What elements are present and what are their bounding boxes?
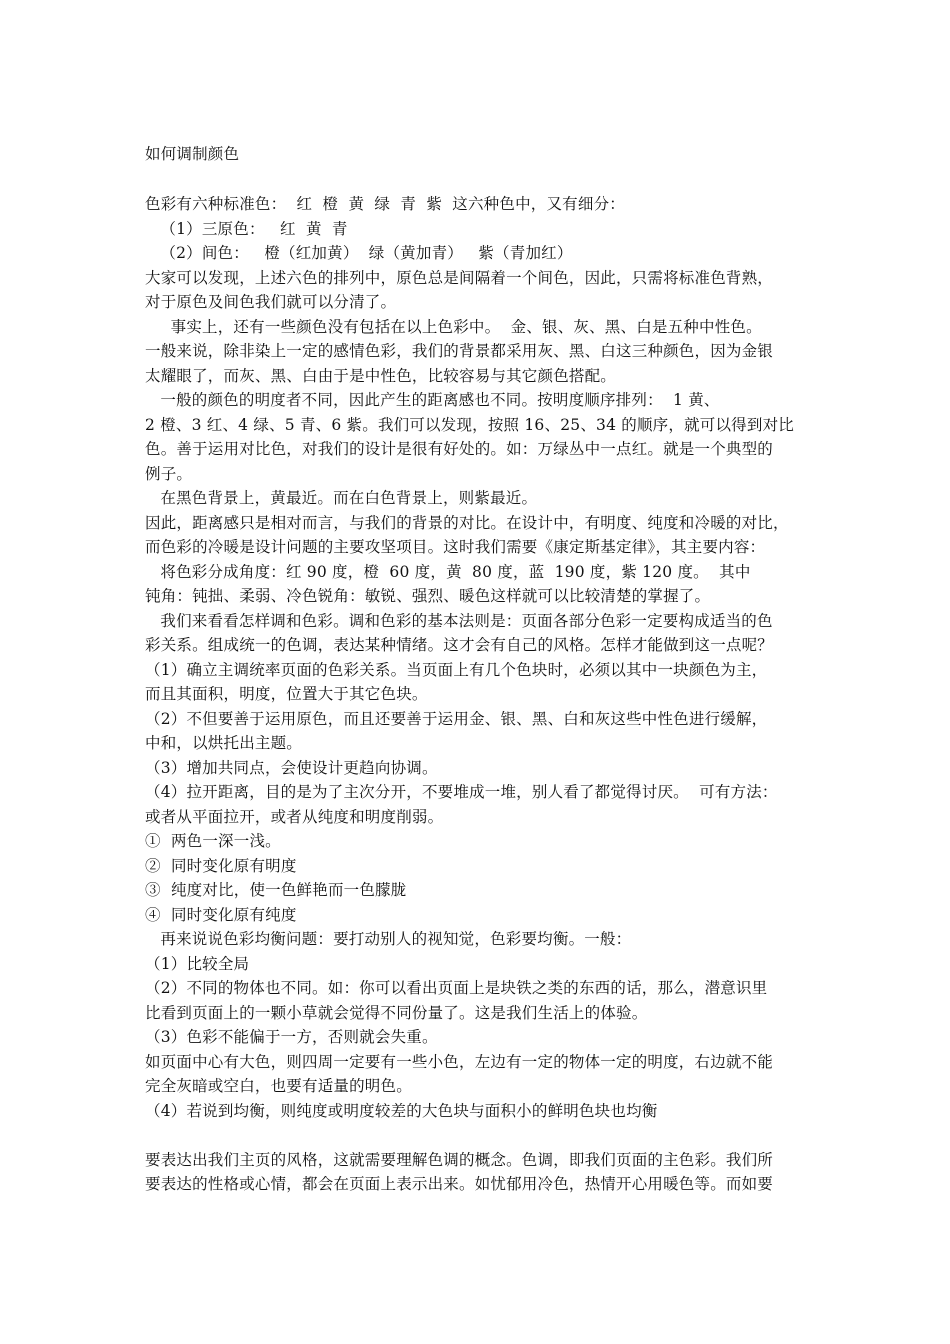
text-line: ④ 同时变化原有纯度 [145, 906, 297, 924]
text-line: 比看到页面上的一颗小草就会觉得不同份量了。这是我们生活上的体验。 [145, 1004, 648, 1022]
text-line: 一般来说，除非染上一定的感情色彩，我们的背景都采用灰、黑、白这三种颜色，因为金银 [145, 342, 774, 360]
text-line: 彩关系。组成统一的色调，表达某种情绪。这才会有自己的风格。怎样才能做到这一点呢？ [145, 636, 774, 654]
text-line: （1）比较全局 [145, 955, 250, 973]
text-line: 中和，以烘托出主题。 [145, 734, 303, 752]
text-line: ③ 纯度对比，使一色鲜艳而一色朦胧 [145, 881, 407, 899]
text-line: 要表达出我们主页的风格，这就需要理解色调的概念。色调，即我们页面的主色彩。我们所 [145, 1151, 774, 1169]
text-line: （3）增加共同点，会使设计更趋向协调。 [145, 759, 438, 777]
text-line: ① 两色一深一浅。 [145, 832, 281, 850]
text-line: 要表达的性格或心情，都会在页面上表示出来。如忧郁用冷色，热情开心用暖色等。而如要 [145, 1175, 774, 1193]
text-line: ② 同时变化原有明度 [145, 857, 297, 875]
text-line: 或者从平面拉开，或者从纯度和明度削弱。 [145, 808, 444, 826]
text-line: （2）不同的物体也不同。如：你可以看出页面上是块铁之类的东西的话，那么，潜意识里 [145, 979, 768, 997]
text-line: 事实上，还有一些颜色没有包括在以上色彩中。 金、银、灰、黑、白是五种中性色。 [145, 318, 762, 336]
text-line: 再来说说色彩均衡问题：要打动别人的视知觉，色彩要均衡。一般： [145, 930, 632, 948]
text-line: 如页面中心有大色，则四周一定要有一些小色，左边有一定的物体一定的明度，右边就不能 [145, 1053, 774, 1071]
text-line: （2）间色： 橙（红加黄） 绿（黄加青） 紫（青加红） [145, 244, 573, 262]
text-line: （2）不但要善于运用原色，而且还要善于运用金、银、黑、白和灰这些中性色进行缓解， [145, 710, 768, 728]
text-line: 而且其面积，明度，位置大于其它色块。 [145, 685, 428, 703]
text-line: 因此，距离感只是相对而言，与我们的背景的对比。在设计中，有明度、纯度和冷暖的对比， [145, 514, 789, 532]
text-line: （3）色彩不能偏于一方，否则就会失重。 [145, 1028, 438, 1046]
text-line: 对于原色及间色我们就可以分清了。 [145, 293, 397, 311]
text-line: 在黑色背景上，黄最近。而在白色背景上，则紫最近。 [145, 489, 538, 507]
text-line: 钝角：钝拙、柔弱、冷色锐角：敏锐、强烈、暖色这样就可以比较清楚的掌握了。 [145, 587, 711, 605]
text-line: 我们来看看怎样调和色彩。调和色彩的基本法则是：页面各部分色彩一定要构成适当的色 [145, 612, 773, 630]
text-line: 色彩有六种标准色： 红 橙 黄 绿 青 紫 这六种色中，又有细分： [145, 195, 625, 213]
text-line: 完全灰暗或空白，也要有适量的明色。 [145, 1077, 412, 1095]
text-line: （4）拉开距离，目的是为了主次分开，不要堆成一堆，别人看了都觉得讨厌。 可有方法： [145, 783, 778, 801]
text-line: 将色彩分成角度：红 90 度，橙 60 度，黄 80 度，蓝 190 度，紫 120 度。 其中 [145, 563, 751, 581]
text-line: （1）三原色： 红 黄 青 [145, 220, 348, 238]
document-title: 如何调制颜色 [145, 145, 240, 163]
text-line: 一般的颜色的明度者不同，因此产生的距离感也不同。按明度顺序排列： 1 黄、 [145, 391, 720, 409]
text-line: 例子。 [145, 465, 193, 483]
text-line: 而色彩的冷暖是设计问题的主要攻坚项目。这时我们需要《康定斯基定律》，其主要内容： [145, 538, 766, 556]
text-line: 太耀眼了，而灰、黑、白由于是中性色，比较容易与其它颜色搭配。 [145, 367, 617, 385]
text-line: （1）确立主调统率页面的色彩关系。当页面上有几个色块时，必须以其中一块颜色为主， [145, 661, 768, 679]
text-line: 2 橙、3 红、4 绿、5 青、6 紫。我们可以发现，按照 16、25、34 的顺序，就可以得到对比 [145, 416, 794, 434]
text-line: 色。善于运用对比色，对我们的设计是很有好处的。如：万绿丛中一点红。就是一个典型的 [145, 440, 774, 458]
text-line: （4）若说到均衡，则纯度或明度较差的大色块与面积小的鲜明色块也均衡 [145, 1102, 658, 1120]
text-line: 大家可以发现，上述六色的排列中，原色总是间隔着一个间色，因此，只需将标准色背熟， [145, 269, 774, 287]
